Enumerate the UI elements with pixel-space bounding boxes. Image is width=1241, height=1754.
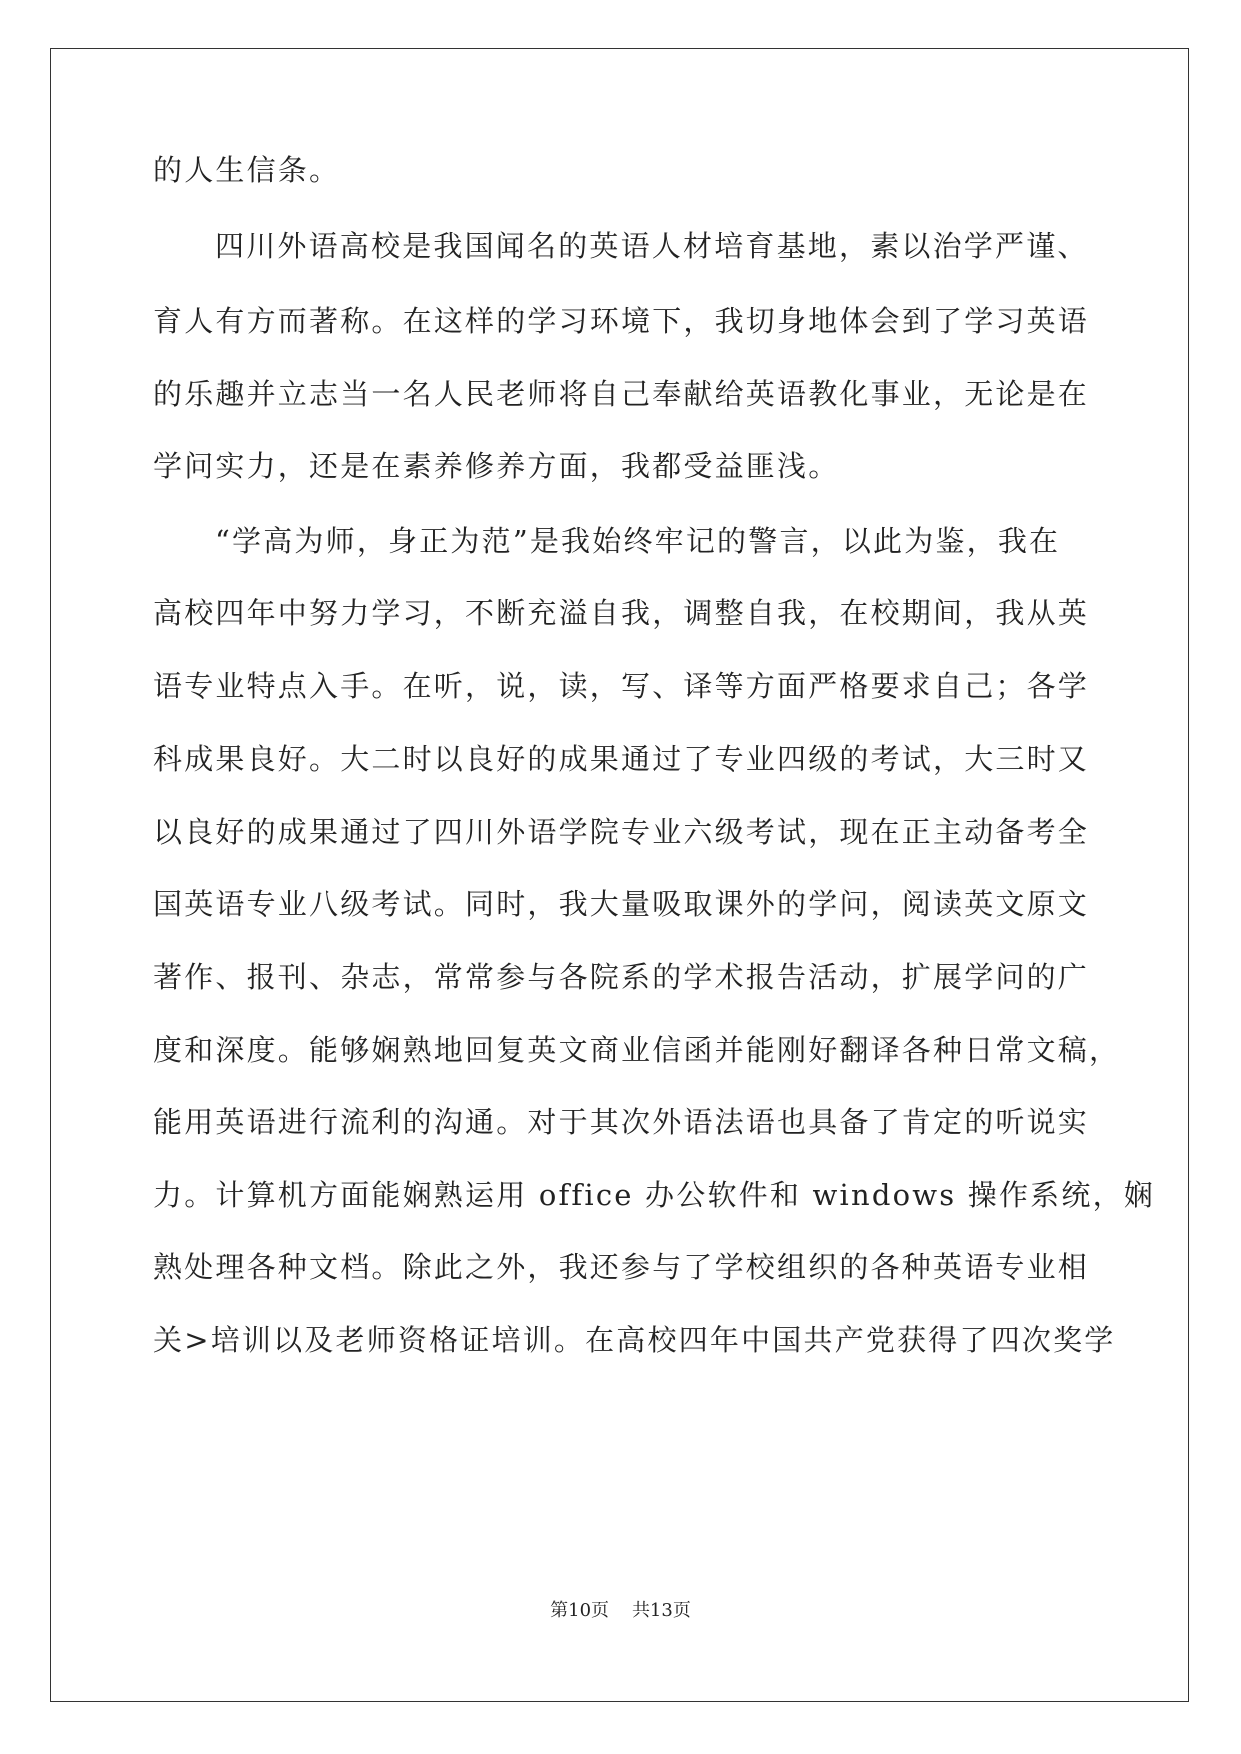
text-line-9: 科成果良好。大二时以良好的成果通过了专业四级的考试，大三时又 [153,742,1090,776]
text-line-13: 度和深度。能够娴熟地回复英文商业信函并能刚好翻译各种日常文稿， [153,1033,1121,1067]
page-footer [0,1599,1241,1623]
page-number: 第10页 [550,1600,610,1621]
text-line-7: 高校四年中努力学习，不断充溢自我，调整自我，在校期间，我从英 [153,596,1090,630]
page-total: 共13页 [631,1600,691,1621]
text-line-10: 以良好的成果通过了四川外语学院专业六级考试，现在正主动备考全 [153,815,1090,849]
text-line-6: “学高为师，身正为范”是我始终牢记的警言，以此为鉴，我在 [215,524,1061,558]
text-line-3: 育人有方而著称。在这样的学习环境下，我切身地体会到了学习英语 [153,304,1090,338]
text-line-4: 的乐趣并立志当一名人民老师将自己奉献给英语教化事业，无论是在 [153,377,1090,411]
text-line-12: 著作、报刊、杂志，常常参与各院系的学术报告活动，扩展学问的广 [153,960,1090,994]
text-line-15: 力。计算机方面能娴熟运用 office 办公软件和 windows 操作系统，娴 [153,1178,1155,1212]
text-line-1: 的人生信条。 [153,153,341,187]
page-border [50,48,1189,1702]
text-line-11: 国英语专业八级考试。同时，我大量吸取课外的学问，阅读英文原文 [153,887,1090,921]
text-line-8: 语专业特点入手。在听，说，读，写、译等方面严格要求自己；各学 [153,669,1090,703]
text-line-17: 关>培训以及老师资格证培训。在高校四年中国共产党获得了四次奖学 [153,1323,1116,1357]
text-line-16: 熟处理各种文档。除此之外，我还参与了学校组织的各种英语专业相 [153,1250,1090,1284]
text-line-5: 学问实力，还是在素养修养方面，我都受益匪浅。 [153,449,840,483]
text-line-2: 四川外语高校是我国闻名的英语人材培育基地，素以治学严谨、 [215,229,1089,263]
text-line-14: 能用英语进行流利的沟通。对于其次外语法语也具备了肯定的听说实 [153,1105,1090,1139]
